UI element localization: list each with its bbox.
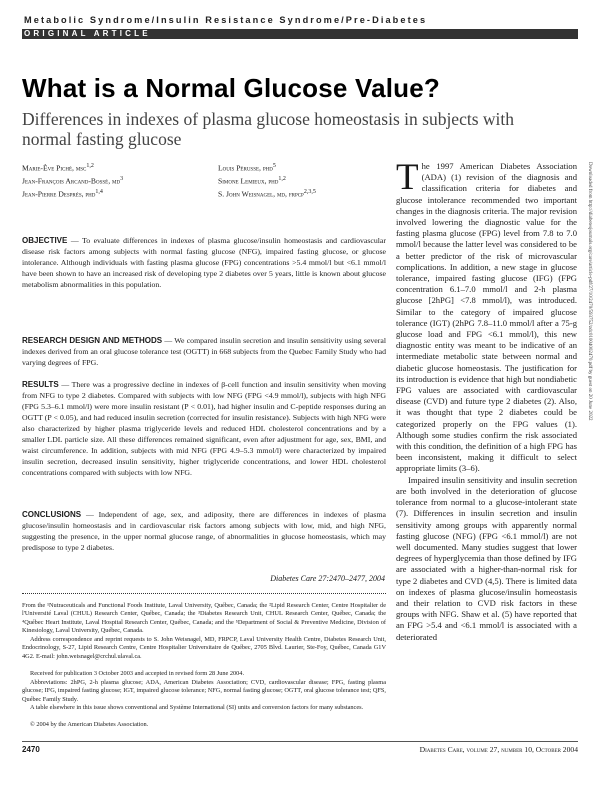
conclusions-heading: CONCLUSIONS — [22, 510, 82, 519]
footnote-correspondence: Address correspondence and reprint requests to S. John Weisnagel, MD, FRPCP, Laval University Health Centre, Diabetes Research Unit, Endocrinology, S-27, Lipid Research Centre, Centre Hospitalier Universitaire de Québec, 2705 Blvd. Laurier, Ste-Foy, Québec, Canada G1V 4G2. E-mail: john.weisnagel@crchul.ulaval.ca. — [22, 636, 386, 660]
results-text: — There was a progressive decline in indexes of β-cell function and insulin sensitivity when moving from NFG to type 2 diabetes. Compared with subjects with low NFG (FPG <4.9 mmol/l), subjects with high NFG (FPG 5.3–6.1 mmol/l) were more insulin resistant (P < 0.01), had higher insulin and C-peptide responses during an OGTT (P < 0.05), and had reduced insulin secretion (corrected for insulin resistance). Subjects with high NFG were also characterized by higher plasma triglyceride levels and reduced HDL cholesterol concentrations and by a smaller LDL particle size. All these differences remained significant, even after adjustment for age, sex, BMI, and waist circumference. In addition, subjects with mid NFG (FPG 4.9–5.3 mmol/l) were characterized by impaired insulin secretion, decreased insulin sensitivity, higher triglyceride concentrations, and lower HDL cholesterol concentrations compared with subjects with low NFG. — [22, 380, 386, 477]
results-heading: RESULTS — [22, 380, 59, 389]
abstract-methods — [22, 335, 386, 368]
methods-heading: RESEARCH DESIGN AND METHODS — [22, 336, 163, 345]
download-side-note: Downloaded from http://diabetesjournals.org/care/article-pdf/27/10/2470/593752/zdc01004002470.pdf by guest on 20 June 2022 — [587, 162, 592, 421]
section-label: ORIGINAL ARTICLE — [24, 29, 151, 38]
abstract-results — [22, 379, 386, 478]
author: Jean-Pierre Després, phd$^{1,4}$ — [22, 188, 103, 199]
author: Marie-Ève Piché, msc$^{1,2}$ — [22, 163, 94, 173]
abstract-conclusions — [22, 509, 386, 553]
author: Simone Lemieux, phd$^{1,2}$ — [218, 175, 286, 186]
citation: Diabetes Care 27:2470–2477, 2004 — [270, 574, 385, 583]
abstract-objective — [22, 235, 386, 290]
conclusions-text: — Independent of age, sex, and adiposity, there are differences in indexes of plasma glucose/insulin homeostasis and in cardiovascular risk factors among subjects with low, mid, and high NFG, suggesting the presence, in the upper normal glucose range, of abnormalities in glucose homeostasis, which may predispose to type 2 diabetes. — [22, 510, 386, 552]
footer-rule — [22, 741, 578, 742]
author-list-right — [218, 161, 316, 200]
methods-text: — We compared insulin secretion and insulin sensitivity using several indexes derived from an oral glucose tolerance test (OGTT) in 668 subjects from the Quebec Family Study who had varying degrees of FPG. — [22, 336, 386, 367]
body-paragraph-1: The 1997 American Diabetes Association (ADA) (1) revision of the diagnosis and classification criteria for diabetes and glucose intolerance recommended two important changes in the diagnosis criteria. The major revision involved lowering the diagnostic value for the fasting plasma glucose (FPG) level from 7.8 to 7.0 mmol/l because the latter level was considered to be a better predictor of the risk of microvascular complications. In addition, a new stage in glucose tolerance, impaired fasting glucose (IFG) (FPG concentration 6.1–7.0 mmol/l and 2-h plasma glucose [2hPG] <7.8 mmol/l), was introduced. Similar to the category of impaired glucose tolerance (IGT) (2hPG 7.8–11.0 mmol/l after a 75-g glucose load and FPG <6.1 mmol/l), this new diagnostic entity was meant to be indicative of an intermediate metabolic state between normal and diabetic glucose homeostasis. The justification for its introduction is evidence that high but nondiabetic FPG values are associated with cardiovascular disease (CVD) and future type 2 diabetes (2). Also, it was thought that type 2 diabetes could be categorized properly on the FPG values (1). Although some studies confirm the risk associated with this condition, the definition of a high FPG has been inconsistent, making it difficult to select appropriate limits (3–6). — [396, 157, 577, 474]
page-number: 2470 — [22, 745, 40, 754]
journal-footer: Diabetes Care, volume 27, number 10, October 2004 — [419, 745, 578, 754]
objective-text: — To evaluate differences in indexes of plasma glucose/insulin homeostasis and cardiovascular disease risk factors among subjects with normal fasting glucose (NFG), impaired fasting glucose, or glucose intolerance. Although individuals with fasting plasma glucose (FPG) concentrations >5.4 mmol/l but <6.1 mmol/l have been shown to have an increased risk of developing type 2 diabetes over 5 years, little is known about glucose metabolism abnormalities in this population. — [22, 236, 386, 289]
footnote-table-note: A table elsewhere in this issue shows conventional and Système International (SI) units and conversion factors for many substances. — [30, 704, 364, 711]
footnote-separator — [22, 593, 386, 594]
objective-heading: OBJECTIVE — [22, 236, 68, 245]
body-column — [396, 157, 577, 643]
footnote-affiliations: From the ¹Nutraceuticals and Functional Foods Institute, Laval University, Québec, Canada; the ²Lipid Research Center, Centre Hospitalier de l'Université Laval (CHUL) Research Center, Québec, Canada; the ³Diabetes Research Unit, CHUL Research Center, Québec, Canada; the ⁴Québec Heart Institute, Laval Hospital Research Center, Québec, Canada; and the ⁵Department of Social & Preventive Medicine, Division of Kinesiology, Laval University, Québec, Canada. — [22, 602, 386, 634]
drop-cap: T — [396, 157, 419, 198]
body-paragraph-2: Impaired insulin sensitivity and insulin secretion are both involved in the deterioration of glucose tolerance from normal to a glucose-intolerant state (7). Differences in insulin secretion and insulin sensitivity among groups with apparently normal fasting glucose (NFG) (FPG <6.1 mmol/l) are not well documented. Many studies suggest that lower degrees of hyperglycemia than those defined by IFG are associated with a higher-than-normal risk for type 2 diabetes and CVD (4,5). There is limited data on indexes of plasma glucose/insulin homeostasis and their relation to CVD risk factors in these groups with NFG. Shaw et al. (5) have reported that an FPG >5.4 and <6.1 mmol/l is associated with a deteriorated — [396, 474, 577, 642]
series-header: Metabolic Syndrome/Insulin Resistance Syndrome/Pre-Diabetes — [24, 15, 428, 25]
author: Louis Pérusse, phd$^5$ — [218, 163, 276, 173]
footnote-copyright: © 2004 by the American Diabetes Association. — [30, 721, 149, 728]
article-title: What is a Normal Glucose Value? — [22, 73, 440, 103]
article-subtitle: Differences in indexes of plasma glucose homeostasis in subjects with normal fasting glucose — [22, 109, 514, 149]
footnote-abbreviations: Abbreviations: 2hPG, 2-h plasma glucose; ADA, American Diabetes Association; CVD, cardiovascular disease; FPG, fasting plasma glucose; IFG, impaired fasting glucose; IGT, impaired glucose tolerance; NFG, normal fasting glucose; OGTT, oral glucose tolerance test; QFS, Québec Family Study. — [22, 679, 386, 703]
author-list-left — [22, 161, 123, 200]
author: S. John Weisnagel, md, frpcp$^{2,3,5}$ — [218, 188, 316, 199]
author: Jean-François Arcand-Bossé, $md^3$ — [22, 175, 124, 186]
footnote-received: Received for publication 3 October 2003 and accepted in revised form 28 June 2004. — [30, 670, 245, 677]
